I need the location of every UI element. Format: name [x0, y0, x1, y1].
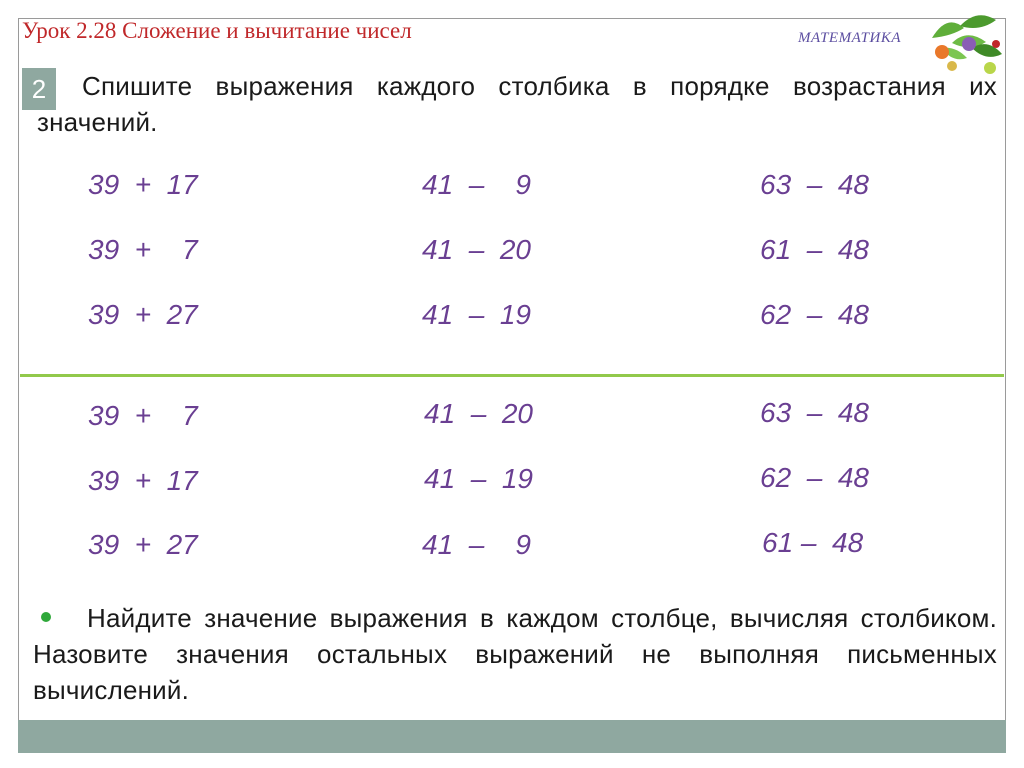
section-divider	[20, 374, 1004, 377]
expression-sorted-c3-r3: 61 – 48	[762, 527, 864, 558]
expression-original-c3-r2: 61 – 48	[760, 234, 869, 265]
expression-sorted-c1-r2: 39 + 17	[88, 465, 198, 496]
footer-bar	[18, 720, 1006, 753]
expression-sorted-c2-r1: 41 – 20	[424, 398, 533, 429]
expression-original-c2-r2: 41 – 20	[422, 234, 531, 265]
expression-original-c3-r1: 63 – 48	[760, 169, 869, 200]
expression-sorted-c3-r2: 62 – 48	[760, 462, 869, 493]
expression-sorted-c3-r1: 63 – 48	[760, 397, 869, 428]
expression-original-c1-r1: 39 + 17	[88, 169, 198, 200]
expression-original-c3-r3: 62 – 48	[760, 299, 869, 330]
expression-sorted-c2-r2: 41 – 19	[424, 463, 533, 494]
expression-original-c2-r1: 41 – 9	[422, 169, 531, 200]
expression-sorted-c1-r1: 39 + 7	[88, 400, 198, 431]
expression-original-c2-r3: 41 – 19	[422, 299, 531, 330]
expression-sorted-c2-r3: 41 – 9	[422, 529, 531, 560]
expression-sorted-c1-r3: 39 + 27	[88, 529, 198, 560]
bottom-instruction: Найдите значение выражения в каждом столбце, вычисляя столбиком. Назовите значения остальных выражений не выполняя письменных вычислений.	[33, 603, 997, 705]
expression-original-c1-r2: 39 + 7	[88, 234, 198, 265]
task-instruction: Спишите выражения каждого столбика в порядке возрастания их значений.	[37, 71, 997, 137]
lesson-title: Урок 2.28 Сложение и вычитание чисел	[22, 18, 412, 43]
task-number-badge: 2	[22, 68, 56, 110]
subject-label: МАТЕМАТИКА	[798, 30, 901, 46]
expression-original-c1-r3: 39 + 27	[88, 299, 198, 330]
